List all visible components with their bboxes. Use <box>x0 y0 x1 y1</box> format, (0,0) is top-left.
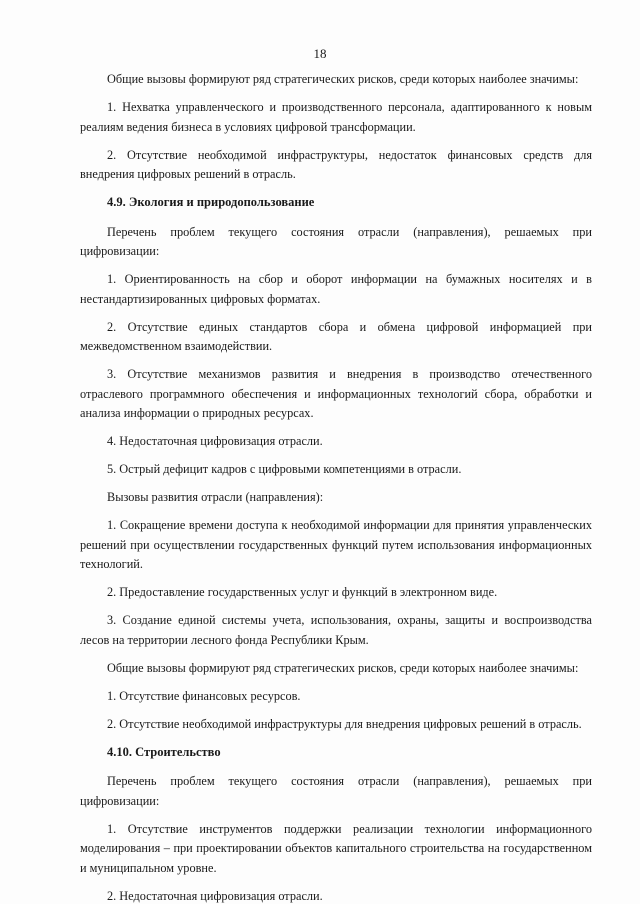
list-item: 5. Острый дефицит кадров с цифровыми компетенциями в отрасли. <box>107 462 462 476</box>
paragraph: Перечень проблем текущего состояния отрасли (направления), решаемых при цифровизации: <box>80 224 592 258</box>
page-content <box>80 70 592 915</box>
list-item: 3. Создание единой системы учета, использования, охраны, защиты и воспроизводства лесов на территории лесного фонда Республики Крым. <box>80 613 592 647</box>
section-heading-ecology: 4.9. Экология и природопользование <box>107 195 315 209</box>
list-item: 3. Отсутствие механизмов развития и внедрения в производство отечественного отраслевого программного обеспечения и информационных технологий сбора, обработки и анализа информации о природных ресурсах. <box>80 367 592 420</box>
paragraph: Перечень проблем текущего состояния отрасли (направления), решаемых при цифровизации: <box>80 774 592 808</box>
page-number: 18 <box>313 46 327 61</box>
list-item: 2. Предоставление государственных услуг и функций в электронном виде. <box>107 585 498 599</box>
list-item: 4. Недостаточная цифровизация отрасли. <box>107 434 323 448</box>
list-item: 2. Отсутствие единых стандартов сбора и обмена цифровой информацией при межведомственном взаимодействии. <box>80 319 592 353</box>
list-item: 2. Отсутствие необходимой инфраструктуры для внедрения цифровых решений в отрасль. <box>107 716 582 731</box>
paragraph: Общие вызовы формируют ряд стратегических рисков, среди которых наиболее значимы: <box>107 660 579 675</box>
list-item: 1. Отсутствие финансовых ресурсов. <box>107 688 301 703</box>
paragraph: Общие вызовы формируют ряд стратегических рисков, среди которых наиболее значимы: <box>107 72 579 86</box>
list-item: 1. Отсутствие инструментов поддержки реализации технологии информационного моделирования – при проектировании объектов капитального строительства на государственном и муниципальном уровне. <box>80 821 592 875</box>
paragraph: Вызовы развития отрасли (направления): <box>107 490 324 504</box>
list-item: 1. Нехватка управленческого и производственного персонала, адаптированного к новым реалиям ведения бизнеса в условиях цифровой трансформации. <box>80 100 592 134</box>
list-item: 1. Ориентированность на сбор и оборот информации на бумажных носителях и в нестандартизированных цифровых форматах. <box>80 272 592 306</box>
list-item: 2. Отсутствие необходимой инфраструктуры, недостаток финансовых средств для внедрения цифровых решений в отрасль. <box>80 147 592 181</box>
section-heading-construction: 4.10. Строительство <box>107 744 221 759</box>
list-item: 1. Сокращение времени доступа к необходимой информации для принятия управленческих решений при осуществлении государственных функций путем использования информационных технологий. <box>80 518 592 571</box>
list-item: 2. Недостаточная цифровизация отрасли. <box>107 888 323 903</box>
